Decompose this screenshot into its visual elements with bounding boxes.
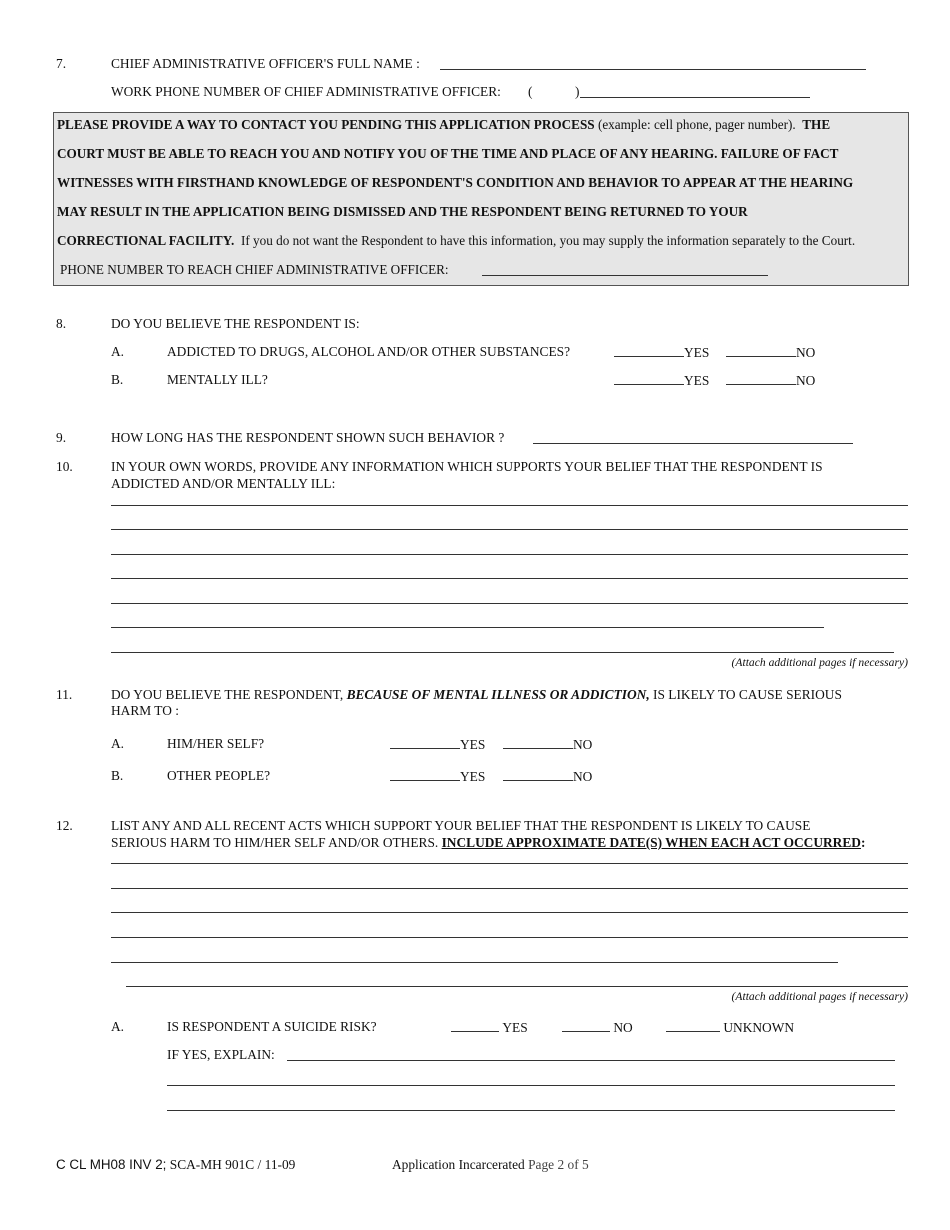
q11-line1-pre: DO YOU BELIEVE THE RESPONDENT,: [111, 687, 347, 702]
q8-a-no-label: NO: [796, 345, 816, 360]
q12-answer-line[interactable]: [111, 888, 908, 889]
q11-b-yes-blank[interactable]: [390, 768, 460, 781]
q10-answer-line[interactable]: [111, 652, 894, 653]
q12-answer-line[interactable]: [111, 912, 908, 913]
q11-line-2: HARM TO :: [111, 703, 179, 718]
suicide-risk-unknown[interactable]: [666, 1019, 794, 1036]
suicide-risk-no-blank[interactable]: [562, 1019, 610, 1032]
q11-a-text: HIM/HER SELF?: [167, 736, 265, 751]
q10-answer-line[interactable]: [111, 554, 908, 555]
suicide-risk-no-label: NO: [613, 1020, 633, 1035]
q11-number: 11.: [56, 687, 73, 702]
q8-b-no-label: NO: [796, 373, 816, 388]
suicide-risk-unknown-blank[interactable]: [666, 1019, 720, 1032]
q12-a-letter: A.: [111, 1019, 125, 1034]
suicide-explain-field[interactable]: [287, 1060, 895, 1061]
notice-line-2: [57, 146, 838, 162]
q11-b-letter: B.: [111, 768, 124, 783]
footer-title-text: Application Incarcerated: [392, 1157, 525, 1172]
q11-a-yes-label: YES: [460, 737, 486, 752]
q12-a-text: IS RESPONDENT A SUICIDE RISK?: [167, 1019, 377, 1034]
suicide-risk-yes-label: YES: [502, 1020, 528, 1035]
officer-name-field[interactable]: [440, 69, 866, 70]
q11-b-yes[interactable]: [390, 768, 485, 785]
q11-a-yes-blank[interactable]: [390, 736, 460, 749]
q10-answer-line[interactable]: [111, 529, 908, 530]
notice-line-3: [57, 175, 853, 191]
notice-l2-text: COURT MUST BE ABLE TO REACH YOU AND NOTIFY YOU OF THE TIME AND PLACE OF ANY HEARING. FAILURE OF FACT: [57, 146, 839, 161]
notice-line-5: [57, 233, 855, 249]
q9-number: 9.: [56, 430, 67, 445]
q11-a-no[interactable]: [503, 736, 592, 753]
q10-answer-line[interactable]: [111, 627, 824, 628]
notice-line-1: [57, 117, 830, 133]
suicide-risk-yes-blank[interactable]: [451, 1019, 499, 1032]
q11-b-yes-label: YES: [460, 769, 486, 784]
q11-a-no-label: NO: [573, 737, 593, 752]
footer-page-number: Page 2 of 5: [528, 1157, 589, 1172]
q9-question: HOW LONG HAS THE RESPONDENT SHOWN SUCH BEHAVIOR ?: [111, 430, 505, 445]
suicide-explain-line[interactable]: [167, 1110, 895, 1111]
q7-paren-open: (: [528, 84, 533, 99]
q12-attach-note: (Attach additional pages if necessary): [731, 990, 908, 1003]
q11-b-text: OTHER PEOPLE?: [167, 768, 271, 783]
q8-b-no[interactable]: [726, 372, 815, 389]
q11-line1-post: IS LIKELY TO CAUSE SERIOUS: [649, 687, 842, 702]
q8-question: DO YOU BELIEVE THE RESPONDENT IS:: [111, 316, 360, 331]
q12-number: 12.: [56, 818, 73, 833]
notice-l5-normal: If you do not want the Respondent to have this information, you may supply the information separately to the Court.: [240, 233, 856, 248]
q12-answer-line[interactable]: [111, 937, 908, 938]
q8-b-yes-blank[interactable]: [614, 372, 684, 385]
notice-l1-normal: (example: cell phone, pager number).: [594, 117, 796, 132]
q10-line-1: IN YOUR OWN WORDS, PROVIDE ANY INFORMATION WHICH SUPPORTS YOUR BELIEF THAT THE RESPONDENT IS: [111, 459, 823, 474]
q10-answer-line[interactable]: [111, 603, 908, 604]
q8-number: 8.: [56, 316, 67, 331]
q8-a-text: ADDICTED TO DRUGS, ALCOHOL AND/OR OTHER SUBSTANCES?: [167, 344, 571, 359]
officer-work-phone-field[interactable]: [580, 97, 810, 98]
q7-name-label: CHIEF ADMINISTRATIVE OFFICER'S FULL NAME :: [111, 56, 420, 71]
footer-form-id-rev: SCA-MH 901C / 11-09: [169, 1157, 296, 1172]
footer-form-id: [56, 1157, 295, 1173]
suicide-explain-line[interactable]: [167, 1085, 895, 1086]
notice-l3-text: WITNESSES WITH FIRSTHAND KNOWLEDGE OF RESPONDENT'S CONDITION AND BEHAVIOR TO APPEAR AT THE HEARING: [57, 175, 854, 190]
q12-line2-underlined: INCLUDE APPROXIMATE DATE(S) WHEN EACH ACT OCCURRED: [441, 835, 861, 850]
q8-b-yes[interactable]: [614, 372, 709, 389]
q7-paren-close: ): [575, 84, 580, 99]
notice-l1-bold2: THE: [802, 117, 831, 132]
suicide-risk-unknown-label: UNKNOWN: [723, 1020, 795, 1035]
q10-answer-line[interactable]: [111, 505, 908, 506]
q11-a-no-blank[interactable]: [503, 736, 573, 749]
q10-attach-note: (Attach additional pages if necessary): [731, 656, 908, 669]
q11-a-yes[interactable]: [390, 736, 485, 753]
q12-explain-label: IF YES, EXPLAIN:: [167, 1047, 275, 1062]
q8-a-yes-blank[interactable]: [614, 344, 684, 357]
notice-l1-bold: PLEASE PROVIDE A WAY TO CONTACT YOU PENDING THIS APPLICATION PROCESS: [57, 117, 595, 132]
notice-l4-text: MAY RESULT IN THE APPLICATION BEING DISMISSED AND THE RESPONDENT BEING RETURNED TO YOUR: [57, 204, 748, 219]
q12-answer-line[interactable]: [111, 863, 908, 864]
footer-title: [392, 1157, 589, 1173]
footer-form-id-code: C CL MH08 INV 2;: [56, 1157, 167, 1172]
q8-a-yes[interactable]: [614, 344, 709, 361]
q8-b-text: MENTALLY ILL?: [167, 372, 268, 387]
q10-number: 10.: [56, 459, 73, 474]
q8-b-no-blank[interactable]: [726, 372, 796, 385]
notice-phone-label: PHONE NUMBER TO REACH CHIEF ADMINISTRATIVE OFFICER:: [60, 262, 449, 277]
q11-b-no-label: NO: [573, 769, 593, 784]
suicide-risk-no[interactable]: [562, 1019, 633, 1036]
q7-number: 7.: [56, 56, 67, 71]
q12-answer-line[interactable]: [111, 962, 838, 963]
q11-line1-emphasis: BECAUSE OF MENTAL ILLNESS OR ADDICTION,: [346, 687, 650, 702]
q8-a-yes-label: YES: [684, 345, 710, 360]
q8-b-letter: B.: [111, 372, 124, 387]
q8-a-no[interactable]: [726, 344, 815, 361]
q12-answer-line[interactable]: [126, 986, 908, 987]
q11-line-1: [111, 687, 842, 703]
contact-notice-box: [53, 112, 909, 286]
q8-b-yes-label: YES: [684, 373, 710, 388]
q8-a-no-blank[interactable]: [726, 344, 796, 357]
q8-a-letter: A.: [111, 344, 125, 359]
q10-line-2: ADDICTED AND/OR MENTALLY ILL:: [111, 476, 336, 491]
q7-phone-label: WORK PHONE NUMBER OF CHIEF ADMINISTRATIVE OFFICER:: [111, 84, 501, 99]
q11-a-letter: A.: [111, 736, 125, 751]
behavior-duration-field[interactable]: [533, 443, 853, 444]
q12-line-1: LIST ANY AND ALL RECENT ACTS WHICH SUPPORT YOUR BELIEF THAT THE RESPONDENT IS LIKELY TO CAUSE: [111, 818, 811, 833]
suicide-risk-yes[interactable]: [451, 1019, 528, 1036]
q12-line-2: [111, 835, 865, 851]
q11-b-no[interactable]: [503, 768, 592, 785]
notice-l5-bold: CORRECTIONAL FACILITY.: [57, 233, 235, 248]
q12-line2-pre: SERIOUS HARM TO HIM/HER SELF AND/OR OTHERS.: [111, 835, 442, 850]
q11-b-no-blank[interactable]: [503, 768, 573, 781]
contact-phone-field[interactable]: [482, 275, 768, 276]
q10-answer-line[interactable]: [111, 578, 908, 579]
notice-line-4: [57, 204, 748, 220]
q12-line2-colon: :: [860, 835, 866, 850]
